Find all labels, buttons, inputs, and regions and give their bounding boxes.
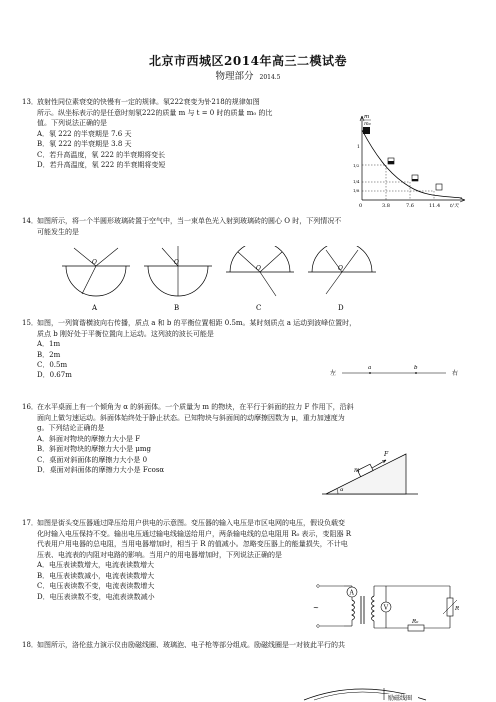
question-number: 13． — [22, 98, 38, 106]
option-d: D．电压表读数不变，电流表读数减小 — [37, 592, 155, 601]
light-ray — [260, 272, 276, 296]
option-c: C．0.5m — [37, 361, 68, 369]
light-ray — [260, 252, 282, 272]
option-b: B．斜面对物块的摩擦力大小是 μmg — [37, 445, 152, 454]
primary-coil — [352, 600, 355, 620]
question-line: 所示。纵坐标表示的是任意时刻氡222的质量 m 与 t = 0 时的质量 m₀ 的比 — [37, 108, 273, 117]
option-a: A．氡 222 的半衰期是 7.6 天 — [37, 129, 132, 138]
option-a: A．斜面对物块的摩擦力大小是 F — [37, 434, 141, 443]
r0-label: R₀ — [412, 619, 419, 625]
question-line: 压表、电流表的内阻对电路的影响。当用户的用电器增加时，下列说法正确的是 — [37, 550, 282, 559]
x-tick: 0 — [359, 203, 363, 208]
y-tick: 1/8 — [353, 188, 360, 193]
question-line: 如图所示，洛伦兹力演示仪由励磁线圈、玻璃泡、电子枪等部分组成。励磁线圈是一对彼此平行的共 — [37, 641, 345, 649]
sample-square-1 — [363, 127, 370, 134]
point-o-label: O — [256, 265, 261, 272]
incline-figure — [320, 440, 420, 500]
sample-square-4 — [436, 184, 442, 190]
wave-figure — [328, 358, 468, 380]
point-a — [369, 372, 371, 374]
voltmeter-label: V — [383, 604, 389, 612]
question-number: 17． — [22, 519, 38, 527]
coil-label: 励磁线圈 — [388, 695, 413, 702]
figure-label: D — [338, 304, 344, 312]
figure-label: A — [92, 304, 98, 312]
sample-square-2-fill — [388, 161, 394, 164]
question-line: 如图，一列简谐横波向右传播，质点 a 和 b 的平衡位置相距 0.5m。某时刻质点 a 运动到波峰位置时， — [37, 319, 357, 327]
question-line: 在水平桌面上有一个倾角为 α 的斜面体。一个质量为 m 的物块，在平行于斜面的拉力 F 作用下，沿斜 — [37, 403, 354, 411]
decay-graph — [350, 112, 470, 208]
transformer-circuit — [312, 578, 462, 634]
mass-label: m — [354, 467, 360, 474]
option-a: A．1m — [37, 340, 61, 349]
semicircle-arc — [66, 266, 126, 296]
x-tick: 11.4 — [429, 203, 441, 208]
glass-semicircle-figures — [60, 246, 380, 314]
question-line: 质点 b 刚好处于平衡位置向上运动。这列波的波长可能是 — [37, 329, 214, 338]
option-d: D．桌面对斜面体的摩擦力大小是 Fcosα — [37, 466, 165, 474]
option-d: D．0.67m — [37, 371, 72, 380]
figure-b — [144, 246, 212, 312]
light-ray — [82, 266, 96, 294]
question-number: 16． — [22, 403, 38, 411]
question-14 — [22, 216, 477, 237]
figure-a — [62, 248, 130, 312]
figure-label: C — [256, 304, 262, 312]
force-label: F — [384, 451, 389, 458]
figure-d — [308, 246, 376, 312]
option-b: B．电压表读数减小，电流表读数增大 — [37, 571, 155, 580]
question-line: 化时输入电压保持不变。输出电压通过输电线输送给用户，两条输电线的总电阻用 R₀ 表示，变阻器 R — [37, 529, 352, 538]
option-c: C．桌面对斜面体的摩擦力大小是 0 — [37, 455, 148, 464]
decay-curve — [362, 130, 462, 198]
point-o-label: O — [174, 259, 179, 266]
question-line: 可能发生的是 — [37, 227, 79, 236]
sample-square-3-fill — [412, 179, 418, 181]
question-number: 14． — [22, 217, 38, 225]
page-title: 北京市西城区2014年高三二模试卷 — [149, 54, 347, 68]
question-line: 如图是街头变压器通过降压给用户供电的示意图。变压器的输入电压是市区电网的电压，假设负载变 — [37, 519, 345, 527]
option-d: D．若升高温度，氡 222 的半衰期将变短 — [37, 161, 166, 169]
question-number: 18． — [22, 641, 38, 649]
y-label-m0: m₀ — [364, 121, 371, 127]
page-subtitle — [0, 68, 496, 82]
figure-label: B — [174, 304, 180, 312]
line-resistor-r0 — [408, 625, 424, 631]
ammeter-label: A — [349, 589, 354, 597]
question-number: 15． — [22, 319, 38, 327]
question-line: 如图所示，将一个半圆形玻璃砖置于空气中，当一束单色光入射到玻璃砖的圆心 O 时，下列情况不 — [37, 217, 342, 225]
question-line: 放射性同位素衰变的快慢有一定的规律。氡222衰变为钋218的规律如图 — [37, 98, 260, 106]
secondary-coil — [372, 596, 375, 621]
light-ray — [342, 250, 358, 272]
lorentz-apparatus-figure — [300, 664, 430, 702]
terminal — [317, 625, 320, 628]
y-tick: 1/4 — [353, 179, 360, 184]
point-b-label: b — [414, 365, 418, 371]
question-line: 面向上做匀速运动。斜面体始终处于静止状态。已知物块与斜面间的动摩擦因数为 μ，重力加速度为 — [37, 413, 345, 422]
x-tick: 7.6 — [406, 203, 414, 208]
point-a-label: a — [368, 365, 372, 371]
ac-source-symbol: ~ — [313, 604, 319, 612]
point-o-label: O — [338, 265, 343, 272]
angle-label: α — [340, 487, 344, 493]
left-label: 左 — [330, 370, 337, 377]
light-ray — [96, 248, 118, 266]
point-b — [415, 372, 417, 374]
r-label: R — [455, 606, 460, 612]
question-line: 值。下列说法正确的是 — [37, 119, 107, 128]
y-label-m: m — [364, 114, 370, 120]
exam-date: 2014.5 — [259, 74, 281, 81]
question-line: 代表用户用电器的总电阻，当用电器增加时，相当于 R 的值减小。忽略变压器上的能量损失，不计电 — [37, 540, 348, 549]
option-a: A．电压表读数增大，电流表读数增大 — [37, 561, 155, 570]
option-c: C．若升高温度，氡 222 的半衰期将变长 — [37, 150, 166, 159]
figure-c — [226, 246, 294, 312]
option-b: B．氡 222 的半衰期是 3.8 天 — [37, 140, 132, 149]
y-tick: 1 — [357, 145, 360, 150]
question-18 — [22, 640, 477, 651]
y-tick: 1/2 — [353, 163, 360, 168]
light-ray — [326, 272, 342, 294]
x-tick: 3.8 — [382, 203, 390, 208]
x-label: t/天 — [450, 203, 459, 208]
question-line: g。下列结论正确的是 — [37, 424, 105, 433]
subtitle-text: 物理部分 — [215, 71, 254, 82]
point-o-label: O — [92, 259, 97, 266]
option-c: C．电压表读数不变，电流表读数增大 — [37, 582, 155, 591]
terminal — [317, 585, 320, 588]
right-label: 右 — [452, 370, 459, 377]
option-b: B．2m — [37, 350, 61, 359]
question-13 — [22, 97, 372, 170]
